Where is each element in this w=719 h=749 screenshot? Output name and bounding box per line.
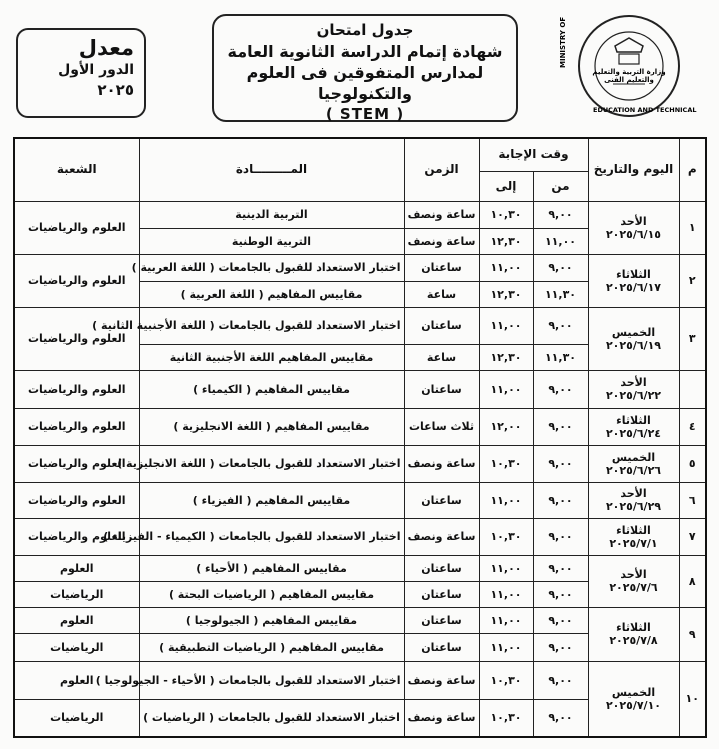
exam-day-date [588,370,679,408]
exam-schedule-table [13,137,707,738]
exam-day-date [588,518,679,555]
exam-subject: اختبار الاستعداد للقبول بالجامعات ( اللغة الأجنبية الثانية ) [139,307,404,344]
time-from: ١١,٣٠ [533,281,588,307]
header-num: م [679,138,706,201]
table-row [14,408,706,445]
exam-duration: ساعتان [404,254,479,281]
exam-branch: العلوم [14,661,139,699]
exam-subject: مقاييس المفاهيم ( الجيولوجيا ) [139,607,404,633]
time-to: ١١,٠٠ [479,555,533,581]
logo-arabic-top: وزارة التربية والتعليم [592,68,666,76]
exam-duration: ساعة ونصف [404,699,479,737]
exam-number: ٥ [679,445,706,482]
exam-duration: ساعة ونصف [404,201,479,228]
table-row [14,445,706,482]
time-from: ٩,٠٠ [533,607,588,633]
header-to: إلى [479,171,533,201]
exam-subject: مقاييس المفاهيم ( اللغة العربية ) [139,281,404,307]
exam-date: ٢٠٢٥/٦/٢٦ [605,463,662,477]
time-to: ١١,٠٠ [479,633,533,661]
logo-english-left: MINISTRY OF [559,16,567,68]
exam-duration: ساعة ونصف [404,661,479,699]
time-to: ١٢,٣٠ [479,344,533,370]
exam-subject: مقاييس المفاهيم ( الكيمياء ) [139,370,404,408]
corner-round: الدور الأول [58,62,134,78]
exam-subject: مقاييس المفاهيم ( الرياضيات التطبيقية ) [139,633,404,661]
title-line-4: ( STEM ) [325,105,405,123]
time-from: ٩,٠٠ [533,254,588,281]
exam-date: ٢٠٢٥/٦/١٩ [605,338,662,352]
header-subject: المـــــــــادة [139,138,404,201]
round-info-box [16,28,146,118]
exam-day: الثلاثاء [616,267,651,281]
time-to: ١١,٠٠ [479,307,533,344]
exam-duration: ساعتان [404,370,479,408]
exam-day-date [588,408,679,445]
exam-number: ٨ [679,555,706,607]
time-to: ١١,٠٠ [479,581,533,607]
time-to: ١٠,٣٠ [479,661,533,699]
time-from: ٩,٠٠ [533,482,588,518]
corner-year: ٢٠٢٥ [97,81,134,99]
exam-duration: ساعتان [404,607,479,633]
exam-branch: العلوم والرياضيات [14,201,139,254]
exam-date: ٢٠٢٥/٦/٢٢ [605,389,662,402]
time-to: ١٠,٣٠ [479,518,533,555]
exam-subject: مقاييس المفاهيم ( اللغة الانجليزية ) [139,408,404,445]
header-answer-time: وقت الإجابة [479,138,588,171]
table-row [14,254,706,281]
exam-number: ٤ [679,408,706,445]
exam-duration: ساعة [404,281,479,307]
header-from: من [533,171,588,201]
table-row [14,482,706,518]
ministry-logo [553,12,705,120]
exam-subject: مقاييس المفاهيم ( الفيزياء ) [139,482,404,518]
title-line-3: لمدارس المتفوقين فى العلوم والتكنولوجيا [246,63,484,103]
exam-date: ٢٠٢٥/٧/٨ [609,634,658,647]
exam-subject: اختبار الاستعداد للقبول بالجامعات ( الرياضيات ) [139,699,404,737]
exam-day-date [588,482,679,518]
exam-number: ٦ [679,482,706,518]
exam-duration: ساعة ونصف [404,228,479,254]
exam-day: الخميس [611,325,656,339]
table-row [14,555,706,581]
exam-day-date [588,254,679,307]
exam-number: ٢ [679,254,706,307]
exam-number: ٩ [679,607,706,661]
corner-title: معدل [78,36,134,60]
exam-subject: مقاييس المفاهيم ( الرياضيات البحتة ) [139,581,404,607]
exam-subject: اختبار الاستعداد للقبول بالجامعات ( الكيمياء - الفيزياء ) [139,518,404,555]
exam-branch: العلوم [14,555,139,581]
time-to: ١٢,٠٠ [479,408,533,445]
exam-subject: التربية الوطنية [139,228,404,254]
exam-date: ٢٠٢٥/٦/٢٩ [605,500,662,513]
time-from: ٩,٠٠ [533,633,588,661]
exam-branch: العلوم والرياضيات [14,370,139,408]
exam-day: الأحد [620,568,647,581]
exam-duration: ساعتان [404,633,479,661]
time-from: ٩,٠٠ [533,370,588,408]
exam-day: الثلاثاء [616,621,651,634]
time-to: ١٠,٣٠ [479,201,533,228]
exam-day: الخميس [611,450,656,464]
logo-arabic-sub: والتعليم الفنى [604,76,654,84]
table-row [14,518,706,555]
exam-date: ٢٠٢٥/٦/١٥ [605,227,662,241]
header-branch: الشعبة [14,138,139,201]
exam-date: ٢٠٢٥/٦/١٧ [605,280,662,294]
table-row [14,607,706,633]
exam-day-date [588,201,679,254]
table-row [14,201,706,228]
exam-subject: مقاييس المفاهيم ( الأحياء ) [139,555,404,581]
exam-number: ٣ [679,307,706,370]
exam-duration: ساعتان [404,482,479,518]
exam-subject: اختبار الاستعداد للقبول بالجامعات ( اللغة الانجليزية ) [139,445,404,482]
exam-number [679,370,706,408]
time-to: ١١,٠٠ [479,370,533,408]
exam-branch: العلوم والرياضيات [14,445,139,482]
time-to: ١٠,٣٠ [479,699,533,737]
exam-duration: ساعة ونصف [404,518,479,555]
exam-branch: الرياضيات [14,699,139,737]
exam-day-date [588,661,679,737]
exam-subject: مقاييس المفاهيم اللغة الأجنبية الثانية [139,344,404,370]
exam-duration: ساعتان [404,307,479,344]
exam-date: ٢٠٢٥/٧/٦ [609,581,658,594]
exam-branch: الرياضيات [14,633,139,661]
exam-subject: اختبار الاستعداد للقبول بالجامعات ( اللغة العربية ) [139,254,404,281]
exam-day-date [588,445,679,482]
title-line-1: جدول امتحان [316,21,414,39]
exam-branch: العلوم والرياضيات [14,408,139,445]
time-from: ٩,٠٠ [533,307,588,344]
exam-branch: العلوم والرياضيات [14,518,139,555]
title-box [212,14,518,122]
exam-branch: العلوم [14,607,139,633]
time-from: ٩,٠٠ [533,581,588,607]
exam-duration: ثلاث ساعات [404,408,479,445]
exam-day-date [588,555,679,607]
time-from: ١١,٣٠ [533,344,588,370]
exam-duration: ساعتان [404,581,479,607]
title-line-2: شهادة إتمام الدراسة الثانوية العامة [227,42,503,61]
header-duration: الزمن [404,138,479,201]
exam-date: ٢٠٢٥/٧/١٠ [605,698,662,712]
exam-number: ١٠ [679,661,706,737]
time-to: ١١,٠٠ [479,482,533,518]
logo-english-bottom: EDUCATION AND TECHNICAL [593,106,697,114]
time-from: ١١,٠٠ [533,228,588,254]
time-from: ٩,٠٠ [533,445,588,482]
exam-day-date [588,307,679,370]
exam-day: الثلاثاء [616,523,651,537]
exam-day: الأحد [620,214,647,228]
exam-number: ٧ [679,518,706,555]
exam-duration: ساعة ونصف [404,445,479,482]
exam-day: الأحد [620,376,647,389]
exam-number: ١ [679,201,706,254]
exam-day: الثلاثاء [616,413,651,427]
exam-date: ٢٠٢٥/٧/١ [609,536,658,550]
exam-branch: العلوم والرياضيات [14,254,139,307]
time-to: ١١,٠٠ [479,254,533,281]
exam-branch: العلوم والرياضيات [14,307,139,370]
table-row [14,661,706,699]
time-to: ١٢,٣٠ [479,281,533,307]
time-from: ٩,٠٠ [533,408,588,445]
exam-subject: اختبار الاستعداد للقبول بالجامعات ( الأحياء - الجيولوجيا ) [139,661,404,699]
exam-duration: ساعة [404,344,479,370]
exam-day: الأحد [620,487,647,500]
table-row [14,370,706,408]
exam-day: الخميس [611,685,656,699]
time-from: ٩,٠٠ [533,555,588,581]
time-to: ١٢,٣٠ [479,228,533,254]
time-from: ٩,٠٠ [533,201,588,228]
time-to: ١٠,٣٠ [479,445,533,482]
time-from: ٩,٠٠ [533,518,588,555]
table-row [14,307,706,344]
exam-date: ٢٠٢٥/٦/٢٤ [605,426,662,440]
time-from: ٩,٠٠ [533,699,588,737]
exam-branch: العلوم والرياضيات [14,482,139,518]
exam-day-date [588,607,679,661]
time-from: ٩,٠٠ [533,661,588,699]
exam-subject: التربية الدينية [139,201,404,228]
exam-branch: الرياضيات [14,581,139,607]
header-day-date: اليوم والتاريخ [588,138,679,201]
exam-duration: ساعتان [404,555,479,581]
time-to: ١١,٠٠ [479,607,533,633]
